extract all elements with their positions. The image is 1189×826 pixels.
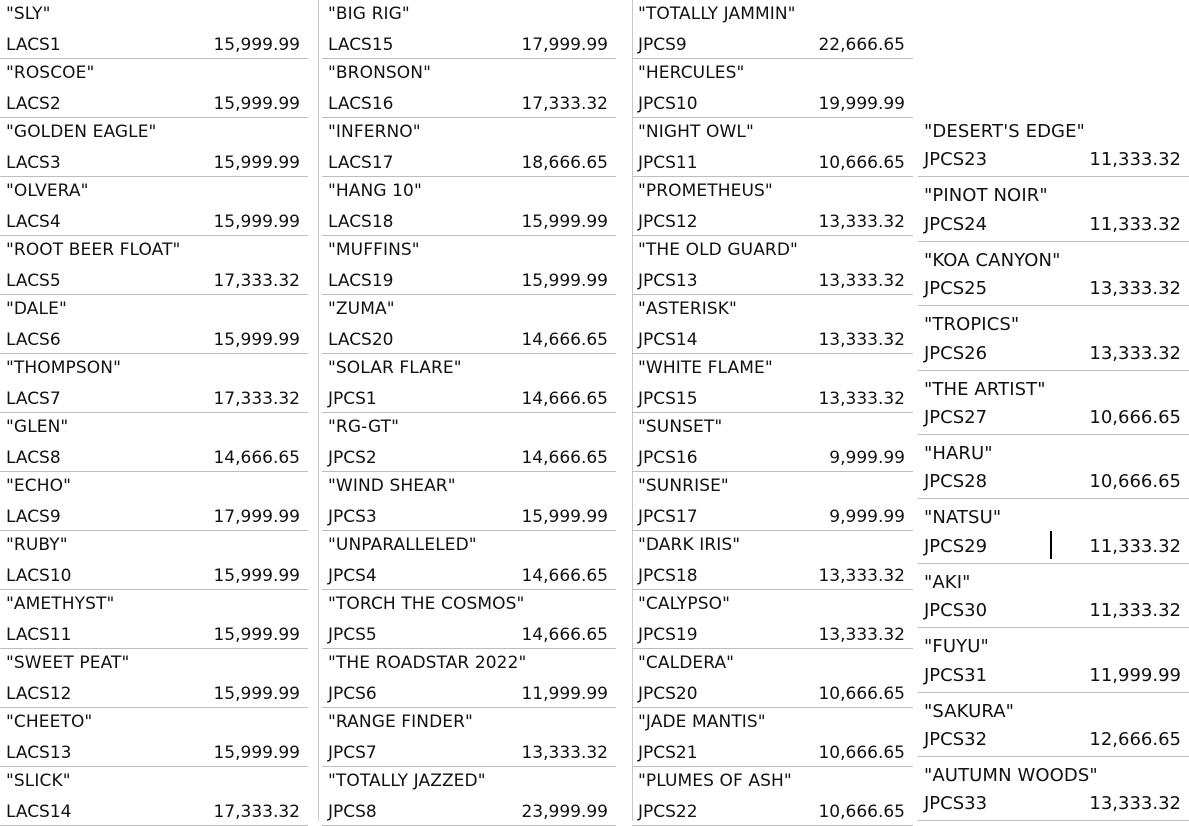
item-name: "OLVERA" xyxy=(6,181,89,201)
item-code: LACS10 xyxy=(6,566,72,586)
item-code: JPCS23 xyxy=(924,149,988,171)
item-code: JPCS30 xyxy=(924,600,988,622)
item-name: "NIGHT OWL" xyxy=(638,122,754,142)
item-price: 9,999.99 xyxy=(829,507,905,527)
list-item[interactable] xyxy=(632,649,913,708)
item-name: "HANG 10" xyxy=(328,181,422,201)
list-item[interactable] xyxy=(918,499,1189,563)
item-name: "ROSCOE" xyxy=(6,63,95,83)
item-price: 10,666.65 xyxy=(1089,471,1181,493)
item-price: 13,333.32 xyxy=(1089,342,1181,364)
item-code: LACS9 xyxy=(6,507,61,527)
item-code: JPCS10 xyxy=(638,94,698,114)
item-code: LACS12 xyxy=(6,684,72,704)
item-name: "INFERNO" xyxy=(328,122,421,142)
item-price: 10,666.65 xyxy=(818,684,905,704)
item-price: 13,333.32 xyxy=(818,271,905,291)
item-name: "FUYU" xyxy=(924,636,989,658)
item-name: "RANGE FINDER" xyxy=(328,712,473,732)
list-item[interactable] xyxy=(918,693,1189,757)
list-item[interactable] xyxy=(322,472,616,531)
item-name: "JADE MANTIS" xyxy=(638,712,766,732)
item-name: "AKI" xyxy=(924,571,971,593)
item-name: "SUNRISE" xyxy=(638,476,729,496)
item-price: 13,333.32 xyxy=(818,212,905,232)
item-code: JPCS26 xyxy=(924,342,988,364)
item-name: "NATSU" xyxy=(924,507,1002,529)
list-item[interactable] xyxy=(322,767,616,826)
price-list-column-3 xyxy=(632,0,913,826)
item-price: 12,666.65 xyxy=(1089,728,1181,750)
item-name: "CALDERA" xyxy=(638,653,735,673)
list-item[interactable] xyxy=(918,177,1189,241)
item-code: JPCS21 xyxy=(638,743,698,763)
item-name: "THE OLD GUARD" xyxy=(638,240,798,260)
item-code: JPCS11 xyxy=(638,153,698,173)
item-price: 15,999.99 xyxy=(213,212,300,232)
item-code: JPCS19 xyxy=(638,625,698,645)
item-code: JPCS12 xyxy=(638,212,698,232)
list-item[interactable] xyxy=(632,767,913,826)
item-price: 15,999.99 xyxy=(213,625,300,645)
list-item[interactable] xyxy=(918,242,1189,306)
item-price: 15,999.99 xyxy=(213,330,300,350)
item-code: LACS13 xyxy=(6,743,72,763)
item-name: "SUNSET" xyxy=(638,417,723,437)
item-price: 15,999.99 xyxy=(213,153,300,173)
list-item[interactable] xyxy=(0,708,308,767)
item-code: JPCS28 xyxy=(924,471,988,493)
item-code: LACS18 xyxy=(328,212,394,232)
list-item[interactable] xyxy=(322,118,616,177)
list-item[interactable] xyxy=(918,757,1189,821)
item-price: 11,333.32 xyxy=(1089,600,1181,622)
item-price: 23,999.99 xyxy=(521,802,608,822)
item-code: JPCS2 xyxy=(328,448,377,468)
item-price: 14,666.65 xyxy=(213,448,300,468)
list-item[interactable] xyxy=(918,564,1189,628)
item-price: 15,999.99 xyxy=(521,507,608,527)
item-code: JPCS25 xyxy=(924,278,988,300)
list-item[interactable] xyxy=(0,59,308,118)
item-price: 17,999.99 xyxy=(213,507,300,527)
item-price: 13,333.32 xyxy=(818,566,905,586)
item-price: 10,666.65 xyxy=(818,743,905,763)
item-price: 11,333.32 xyxy=(1089,535,1181,557)
item-code: JPCS15 xyxy=(638,389,698,409)
list-item[interactable] xyxy=(322,0,616,59)
item-price: 10,666.65 xyxy=(1089,406,1181,428)
item-code: LACS7 xyxy=(6,389,61,409)
item-price: 9,999.99 xyxy=(829,448,905,468)
column-divider xyxy=(318,0,319,821)
item-code: JPCS20 xyxy=(638,684,698,704)
item-name: "MUFFINS" xyxy=(328,240,420,260)
item-price: 13,333.32 xyxy=(818,330,905,350)
item-name: "ECHO" xyxy=(6,476,72,496)
item-price: 11,999.99 xyxy=(1089,664,1181,686)
item-name: "AUTUMN WOODS" xyxy=(924,764,1098,786)
item-price: 15,999.99 xyxy=(521,271,608,291)
item-code: JPCS33 xyxy=(924,793,988,815)
item-name: "HERCULES" xyxy=(638,63,745,83)
item-name: "GLEN" xyxy=(6,417,69,437)
item-name: "THOMPSON" xyxy=(6,358,121,378)
list-item[interactable] xyxy=(632,177,913,236)
list-item[interactable] xyxy=(632,0,913,59)
item-code: JPCS6 xyxy=(328,684,377,704)
item-code: LACS4 xyxy=(6,212,61,232)
item-name: "RUBY" xyxy=(6,535,68,555)
list-item[interactable] xyxy=(322,177,616,236)
item-name: "DARK IRIS" xyxy=(638,535,741,555)
item-price: 10,666.65 xyxy=(818,153,905,173)
item-name: "ASTERISK" xyxy=(638,299,737,319)
list-item[interactable] xyxy=(632,236,913,295)
item-code: LACS14 xyxy=(6,802,72,822)
item-name: "RG-GT" xyxy=(328,417,400,437)
list-item[interactable] xyxy=(322,649,616,708)
item-price: 17,333.32 xyxy=(213,802,300,822)
item-code: JPCS1 xyxy=(328,389,377,409)
item-name: "DALE" xyxy=(6,299,67,319)
item-name: "SOLAR FLARE" xyxy=(328,358,462,378)
item-name: "TORCH THE COSMOS" xyxy=(328,594,525,614)
item-price: 17,333.32 xyxy=(521,94,608,114)
list-item[interactable] xyxy=(322,590,616,649)
item-price: 11,333.32 xyxy=(1089,213,1181,235)
list-item[interactable] xyxy=(632,118,913,177)
item-code: JPCS22 xyxy=(638,802,698,822)
list-item[interactable] xyxy=(0,118,308,177)
item-price: 15,999.99 xyxy=(521,212,608,232)
item-code: JPCS4 xyxy=(328,566,377,586)
item-code: JPCS18 xyxy=(638,566,698,586)
item-name: "TROPICS" xyxy=(924,314,1020,336)
item-price: 13,333.32 xyxy=(1089,278,1181,300)
list-item[interactable] xyxy=(918,371,1189,435)
list-item[interactable] xyxy=(0,236,308,295)
list-item[interactable] xyxy=(0,531,308,590)
item-name: "BIG RIG" xyxy=(328,4,410,24)
item-code: LACS19 xyxy=(328,271,394,291)
text-cursor xyxy=(1050,531,1052,559)
list-item[interactable] xyxy=(918,113,1189,177)
item-name: "DESERT'S EDGE" xyxy=(924,121,1085,142)
item-name: "ROOT BEER FLOAT" xyxy=(6,240,181,260)
item-name: "AMETHYST" xyxy=(6,594,115,614)
list-item[interactable] xyxy=(0,590,308,649)
item-code: LACS17 xyxy=(328,153,394,173)
list-item[interactable] xyxy=(322,354,616,413)
item-price: 14,666.65 xyxy=(521,625,608,645)
list-item[interactable] xyxy=(322,236,616,295)
list-item[interactable] xyxy=(632,295,913,354)
item-price: 18,666.65 xyxy=(521,153,608,173)
list-item[interactable] xyxy=(322,295,616,354)
item-code: JPCS14 xyxy=(638,330,698,350)
list-item[interactable] xyxy=(322,413,616,472)
list-item[interactable] xyxy=(632,531,913,590)
list-item[interactable] xyxy=(918,435,1189,499)
item-code: JPCS31 xyxy=(924,664,988,686)
list-item[interactable] xyxy=(322,531,616,590)
item-name: "KOA CANYON" xyxy=(924,249,1061,271)
list-item[interactable] xyxy=(0,177,308,236)
item-price: 11,999.99 xyxy=(521,684,608,704)
item-code: JPCS29 xyxy=(924,535,988,557)
item-code: JPCS8 xyxy=(328,802,377,822)
list-item[interactable] xyxy=(918,306,1189,370)
item-code: LACS15 xyxy=(328,35,394,55)
price-list-column-1 xyxy=(0,0,308,826)
price-list-column-2 xyxy=(322,0,616,826)
item-price: 15,999.99 xyxy=(213,743,300,763)
item-price: 13,333.32 xyxy=(818,389,905,409)
list-item[interactable] xyxy=(632,590,913,649)
item-name: "PLUMES OF ASH" xyxy=(638,771,792,791)
list-item[interactable] xyxy=(632,354,913,413)
item-name: "THE ROADSTAR 2022" xyxy=(328,653,527,673)
item-code: JPCS7 xyxy=(328,743,377,763)
item-price: 11,333.32 xyxy=(1089,149,1181,171)
list-item[interactable] xyxy=(0,472,308,531)
item-price: 22,666.65 xyxy=(818,35,905,55)
item-price: 14,666.65 xyxy=(521,448,608,468)
list-item[interactable] xyxy=(0,649,308,708)
price-list-column-4 xyxy=(918,113,1189,821)
item-code: JPCS9 xyxy=(638,35,687,55)
item-code: JPCS3 xyxy=(328,507,377,527)
item-code: LACS16 xyxy=(328,94,394,114)
item-name: "PROMETHEUS" xyxy=(638,181,773,201)
list-item[interactable] xyxy=(632,472,913,531)
list-item[interactable] xyxy=(322,708,616,767)
item-price: 10,666.65 xyxy=(818,802,905,822)
item-price: 17,333.32 xyxy=(213,271,300,291)
item-name: "THE ARTIST" xyxy=(924,378,1046,400)
item-price: 14,666.65 xyxy=(521,566,608,586)
list-item[interactable] xyxy=(322,59,616,118)
item-name: "HARU" xyxy=(924,442,993,464)
item-name: "SLICK" xyxy=(6,771,71,791)
item-name: "WIND SHEAR" xyxy=(328,476,456,496)
item-name: "WHITE FLAME" xyxy=(638,358,773,378)
item-code: LACS11 xyxy=(6,625,72,645)
item-code: LACS1 xyxy=(6,35,61,55)
item-name: "PINOT NOIR" xyxy=(924,185,1048,207)
item-code: JPCS16 xyxy=(638,448,698,468)
list-item[interactable] xyxy=(632,708,913,767)
list-item[interactable] xyxy=(632,59,913,118)
item-code: LACS8 xyxy=(6,448,61,468)
item-price: 14,666.65 xyxy=(521,389,608,409)
list-item[interactable] xyxy=(0,295,308,354)
item-name: "CALYPSO" xyxy=(638,594,731,614)
item-price: 15,999.99 xyxy=(213,566,300,586)
item-code: LACS20 xyxy=(328,330,394,350)
item-name: "UNPARALLELED" xyxy=(328,535,477,555)
item-price: 13,333.32 xyxy=(521,743,608,763)
item-code: JPCS27 xyxy=(924,406,988,428)
item-price: 19,999.99 xyxy=(818,94,905,114)
item-price: 17,333.32 xyxy=(213,389,300,409)
item-name: "TOTALLY JAZZED" xyxy=(328,771,486,791)
item-code: LACS5 xyxy=(6,271,61,291)
item-price: 17,999.99 xyxy=(521,35,608,55)
item-price: 15,999.99 xyxy=(213,94,300,114)
item-price: 13,333.32 xyxy=(1089,793,1181,815)
list-item[interactable] xyxy=(0,413,308,472)
item-name: "CHEETO" xyxy=(6,712,93,732)
list-item[interactable] xyxy=(0,767,308,826)
item-price: 13,333.32 xyxy=(818,625,905,645)
item-name: "TOTALLY JAMMIN" xyxy=(638,4,796,24)
list-item[interactable] xyxy=(0,0,308,59)
list-item[interactable] xyxy=(0,354,308,413)
item-name: "ZUMA" xyxy=(328,299,395,319)
item-name: "SLY" xyxy=(6,4,51,24)
item-code: JPCS32 xyxy=(924,728,988,750)
item-code: LACS2 xyxy=(6,94,61,114)
item-name: "SAKURA" xyxy=(924,700,1015,722)
item-name: "BRONSON" xyxy=(328,63,431,83)
item-code: LACS6 xyxy=(6,330,61,350)
item-code: JPCS24 xyxy=(924,213,988,235)
item-price: 14,666.65 xyxy=(521,330,608,350)
item-code: JPCS5 xyxy=(328,625,377,645)
item-name: "GOLDEN EAGLE" xyxy=(6,122,157,142)
item-code: LACS3 xyxy=(6,153,61,173)
item-code: JPCS17 xyxy=(638,507,698,527)
list-item[interactable] xyxy=(918,628,1189,692)
item-code: JPCS13 xyxy=(638,271,698,291)
item-price: 15,999.99 xyxy=(213,684,300,704)
item-name: "SWEET PEAT" xyxy=(6,653,130,673)
list-item[interactable] xyxy=(632,413,913,472)
item-price: 15,999.99 xyxy=(213,35,300,55)
